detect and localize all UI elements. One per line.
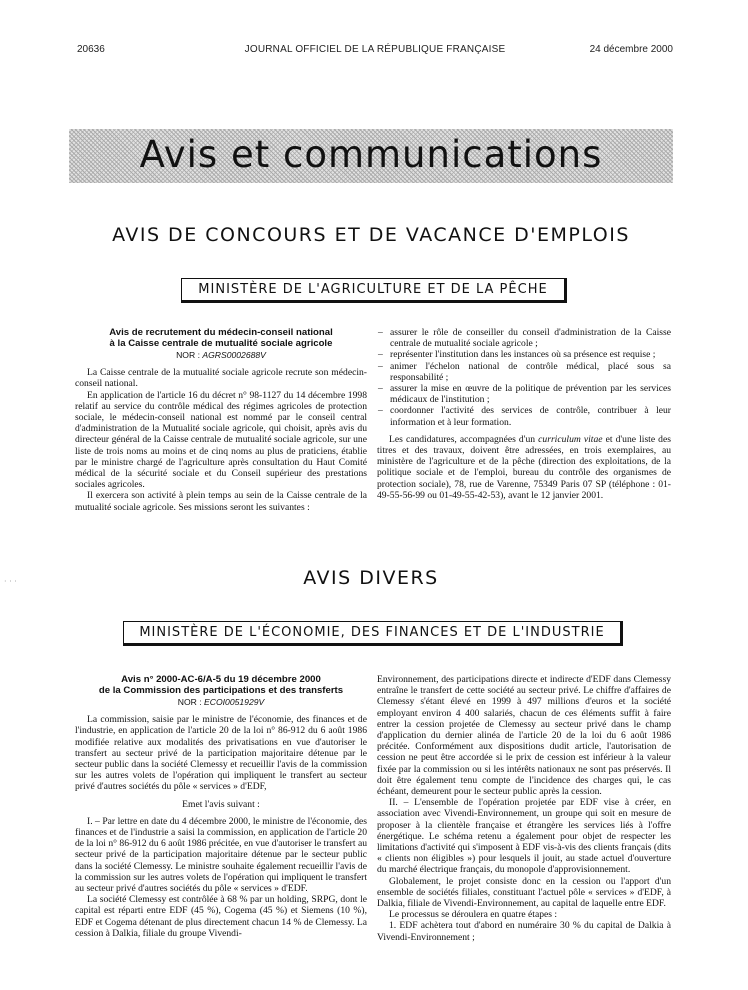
paragraph: II. – L'ensemble de l'opération projetée par EDF vise à créer, en association avec Vivendi-Environnement, un groupe qui soit en mesure de proposer à la clientèle française et étrangère les services liés à l'offre énergétique. Le schéma retenu a également pour objet de respecter les limitations d'activité qui s'imposent à EDF vis-à-vis des clients français (dits « clients non éligibles ») pour lesquels il jouit, au stade actuel d'ouverture du marché électrique français, du monopole d'approvisionnement. — [377, 797, 671, 876]
paragraph: En application de l'article 16 du décret n° 98-1127 du 14 décembre 1998 relatif au service du contrôle médical des régimes agricoles de protection sociale, le médecin-conseil national est nommé par le conseil central d'administration de la Mutualité sociale agricole, qui choisit, après avis du directeur général de la Caisse centrale de mutualité sociale agricole, sur une liste de trois noms au moins et de cinq noms au plus de praticiens, établie par le ministre chargé de l'agriculture après consultation du Haut Comité médical de la sécurité sociale et du Conseil supérieur des prestations sociales agricoles. — [75, 389, 367, 491]
paragraph: La Caisse centrale de la mutualité sociale agricole recrute son médecin-conseil national. — [75, 367, 367, 390]
nor-code: AGRS0002688V — [202, 350, 266, 360]
notice-recrutement-right-column — [377, 327, 671, 501]
ministry-box-agriculture — [181, 278, 567, 303]
notice-heading-line-1: Avis de recrutement du médecin-conseil national — [109, 327, 333, 338]
notice-heading-line-2: à la Caisse centrale de mutualité sociale agricole — [109, 338, 333, 349]
section-title-concours: AVIS DE CONCOURS ET DE VACANCE D'EMPLOIS — [112, 224, 630, 246]
section-banner — [69, 129, 673, 183]
issue-date: 24 décembre 2000 — [589, 44, 673, 55]
ministry-box-economie — [123, 621, 623, 646]
paragraph: Le processus se déroulera en quatre étapes : — [389, 909, 558, 921]
nor-reference: NOR : AGRS0002688V — [176, 350, 266, 360]
page-number: 20636 — [77, 44, 105, 55]
paragraph-candidatures: Les candidatures, accompagnées d'un curriculum vitae et d'une liste des titres et des travaux, doivent être adressées, en trois exemplaires, au ministère de l'agriculture et de la pêche (direction des exploitations, de la politique sociale et de l'emploi, bureau du contrôle des organismes de protection sociale), 78, rue de Varenne, 75349 Paris 07 SP (téléphone : 01-49-55-56-99 ou 01-49-55-42-53), avant le 12 janvier 2001. — [377, 433, 671, 501]
italic-term: curriculum vitae — [538, 433, 603, 445]
scan-mark: · · · — [4, 577, 17, 586]
section-title-avis-divers: AVIS DIVERS — [303, 567, 439, 589]
notice-heading-line-1: Avis n° 2000-AC-6/A-5 du 19 décembre 2000 — [121, 674, 321, 685]
paragraph: La commission, saisie par le ministre de l'économie, des finances et de l'industrie, en application de l'article 20 de la loi n° 86-912 du 6 août 1986 modifiée relative aux modalités des privatisations en vue d'autoriser le transfert au secteur privé de la participation majoritaire détenue par le secteur public dans la société Clemessy et recueillir l'avis de la commission sur les autres volets de l'opération qui impliquent le transfert au secteur privé d'autres sociétés du pôle « services » d'EDF, — [75, 714, 367, 793]
paragraph: Il exercera son activité à plein temps au sein de la Caisse centrale de la mutualité sociale agricole. Ses missions seront les suivantes : — [75, 490, 367, 513]
paragraph-continued: Environnement, des participations directe et indirecte d'EDF dans Clemessy entraîne le transfert de cette société au secteur privé. Le chiffre d'affaires de Clemessy s'étant élevé en 1999 à 497 millions d'euros et la société employant environ 4 400 salariés, chacun de ces éléments suffit à faire entrer la cession projetée de Clemessy au secteur privé dans le champ d'application du dernier alinéa de l'article 20 de la loi du 6 août 1986 précitée. Conformément aux dispositions dudit article, l'autorisation de cession ne peut être accordée si le prix de cession est inférieur à la valeur fixée par la commission ou si les intérêts nationaux ne sont pas préservés. Il doit être également tenu compte de l'incidence des charges qui, le cas échéant, demeurent pour le secteur public après la cession. — [377, 674, 671, 798]
journal-title: JOURNAL OFFICIEL DE LA RÉPUBLIQUE FRANÇAISE — [244, 44, 506, 55]
notice-recrutement-left-column — [75, 327, 367, 513]
list-item: – assurer la mise en œuvre de la politique de prévention par les services médicaux de l'institution ; — [377, 383, 671, 405]
list-item: – représenter l'institution dans les instances où sa présence est requise ; — [377, 349, 671, 360]
banner-title: Avis et communications — [139, 133, 603, 176]
paragraph: La société Clemessy est contrôlée à 68 % par un holding, SRPG, dont le capital est réparti entre EDF (45 %), Cogema (45 %) et Siemens (10 %), EDF et Cogema détenant de plus directement chacun 14 % de Clemessy. La cession à Dalkia, filiale du groupe Vivendi- — [75, 894, 367, 939]
missions-list — [377, 327, 671, 428]
nor-reference: NOR : ECOI0051929V — [177, 697, 265, 707]
list-item: – coordonner l'activité des services de contrôle, contribuer à leur information et à leur formation. — [377, 405, 671, 427]
paragraph: 1. EDF achètera tout d'abord en numéraire 30 % du capital de Dalkia à Vivendi-Environnement ; — [377, 920, 671, 943]
ministry-name-agriculture: MINISTÈRE DE L'AGRICULTURE ET DE LA PÊCHE — [198, 282, 548, 297]
running-header — [77, 44, 673, 58]
notice-avis-right-column — [377, 674, 671, 943]
paragraph: Globalement, le projet consiste donc en la cession ou l'apport d'un ensemble de sociétés filiales, constituant l'actuel pôle « services » d'EDF, à Dalkia, filiale de Vivendi-Environnement, au capital de laquelle entre EDF. — [377, 875, 671, 910]
ministry-name-economie: MINISTÈRE DE L'ÉCONOMIE, DES FINANCES ET DE L'INDUSTRIE — [139, 625, 605, 640]
paragraph: I. – Par lettre en date du 4 décembre 2000, le ministre de l'économie, des finances et de l'industrie a saisi la commission, en application de l'article 20 de la loi n° 86-912 du 6 août 1986 précitée, en vue d'autoriser le transfert au secteur privé de la participation majoritaire détenue par le secteur public dans la société Clemessy. Le ministre souhaite également recueillir l'avis de la commission sur les autres volets de l'opération qui impliquent le transfert au secteur privé d'autres sociétés du pôle « services » d'EDF. — [75, 815, 367, 895]
notice-avis-left-column — [75, 674, 367, 939]
nor-code: ECOI0051929V — [204, 697, 265, 707]
emet-avis-line: Emet l'avis suivant : — [182, 798, 260, 810]
list-item: – assurer le rôle de conseiller du conseil d'administration de la Caisse centrale de mutualité sociale agricole ; — [377, 327, 671, 349]
notice-heading-line-2: de la Commission des participations et des transferts — [98, 685, 344, 696]
list-item: – animer l'échelon national de contrôle médical, placé sous sa responsabilité ; — [377, 361, 671, 383]
